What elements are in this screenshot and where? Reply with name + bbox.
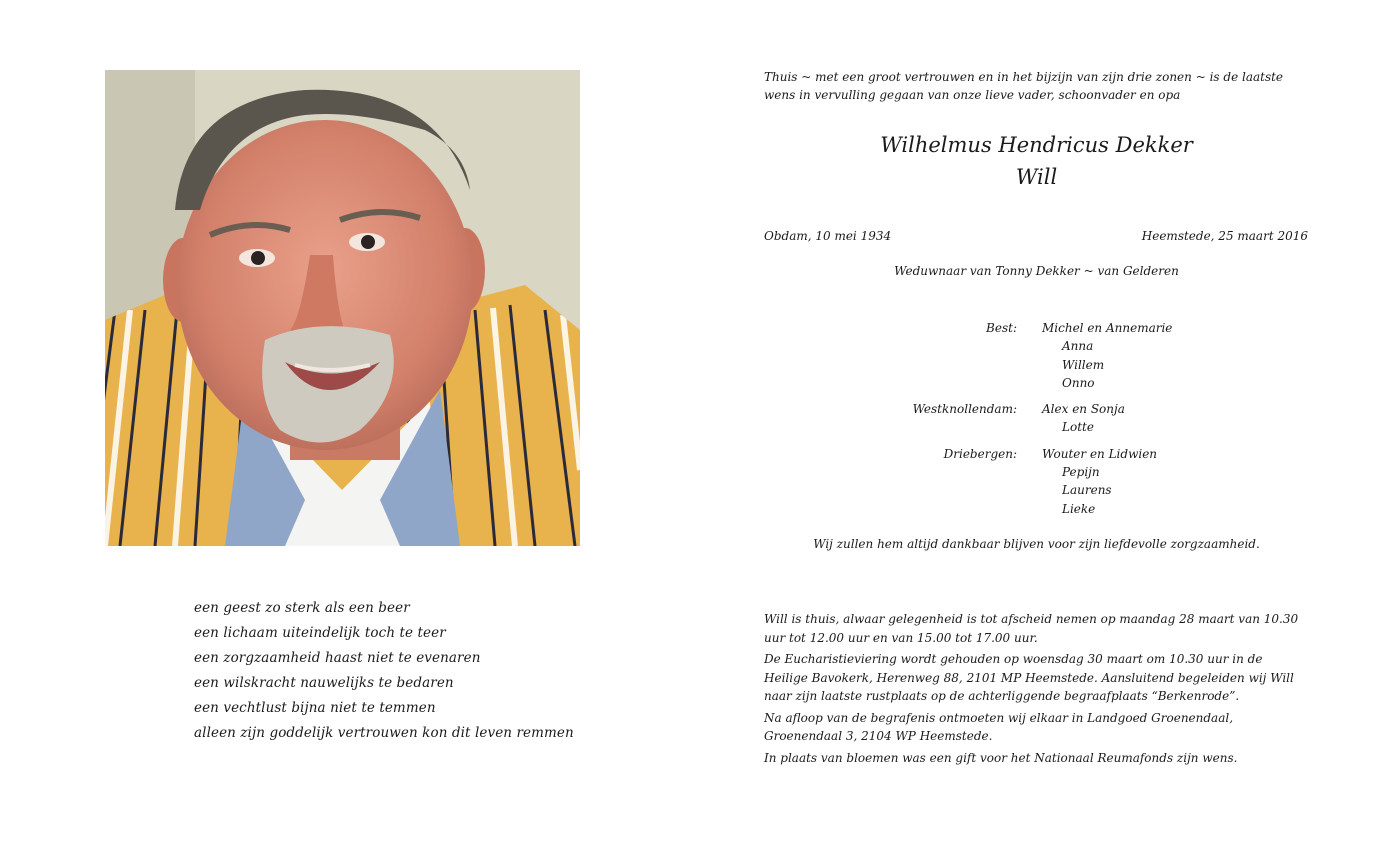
birth-place-date: Obdam, 10 mei 1934: [764, 229, 892, 243]
poem-line: een zorgzaamheid haast niet te evenaren: [194, 650, 481, 666]
portrait-photo: [105, 70, 580, 546]
family-place: Driebergen:: [943, 446, 1017, 461]
family-names: [1042, 319, 1172, 392]
poem-line: een lichaam uiteindelijk toch te teer: [194, 625, 446, 641]
family-group: [840, 445, 1220, 518]
family-place: Best:: [986, 321, 1017, 335]
portrait-illustration: [105, 70, 580, 546]
notice-paragraph: De Eucharistieviering wordt gehouden op woensdag 30 maart om 10.30 uur in de Heilige Bavokerk, Herenweg 88, 2101 MP Heemstede. Aansluitend begeleiden wij Will naar zijn laatste rustplaats op de achterliggende begraafplaats “Berkenrode”.: [764, 652, 1294, 703]
family-head: Michel en Annemarie: [1042, 321, 1173, 335]
family-names: [1042, 400, 1125, 437]
deceased-nickname: Will: [1015, 165, 1058, 189]
family-head: Wouter en Lidwien: [1042, 446, 1158, 461]
poem-line: een geest zo sterk als een beer: [194, 600, 410, 616]
intro-text: Thuis ~ met een groot vertrouwen en in het bijzijn van zijn drie zonen ~ is de laatste wens in vervulling gegaan van onze lieve vader, schoonvader en opa: [764, 70, 1284, 102]
family-names: [1042, 445, 1157, 518]
poem-line: een wilskracht nauwelijks te bedaren: [194, 675, 454, 691]
family-child: Lieke: [1062, 501, 1096, 516]
death-place-date: Heemstede, 25 maart 2016: [1141, 229, 1308, 243]
funeral-notices: [764, 610, 1309, 770]
gratitude-line: Wij zullen hem altijd dankbaar blijven voor zijn liefdevolle zorgzaamheid.: [813, 537, 1260, 551]
family-child: Anna: [1062, 339, 1094, 354]
notice-paragraph: In plaats van bloemen was een gift voor het Nationaal Reumafonds zijn wens.: [764, 750, 1238, 765]
family-place: Westknollendam:: [912, 402, 1017, 417]
family-child: Lotte: [1062, 420, 1094, 435]
family-head: Alex en Sonja: [1042, 402, 1125, 417]
family-child: Willem: [1062, 357, 1105, 372]
deceased-name: Wilhelmus Hendricus Dekker: [880, 133, 1193, 157]
poem: [194, 596, 624, 746]
poem-line: een vechtlust bijna niet te temmen: [194, 700, 436, 716]
family-list: [840, 319, 1220, 526]
family-child: Onno: [1062, 375, 1095, 390]
notice-paragraph: Na afloop van de begrafenis ontmoeten wij elkaar in Landgoed Groenendaal, Groenendaal 3, 2104 WP Heemstede.: [764, 710, 1234, 743]
poem-line: alleen zijn goddelijk vertrouwen kon dit leven remmen: [194, 725, 574, 741]
widower-line: Weduwnaar van Tonny Dekker ~ van Gelderen: [894, 264, 1179, 278]
notice-paragraph: Will is thuis, alwaar gelegenheid is tot afscheid nemen op maandag 28 maart van 10.30 uur tot 12.00 uur en van 15.00 tot 17.00 uur.: [764, 612, 1299, 645]
family-group: [840, 319, 1220, 392]
family-child: Laurens: [1062, 483, 1112, 498]
family-group: [840, 400, 1220, 437]
family-child: Pepijn: [1062, 465, 1100, 480]
